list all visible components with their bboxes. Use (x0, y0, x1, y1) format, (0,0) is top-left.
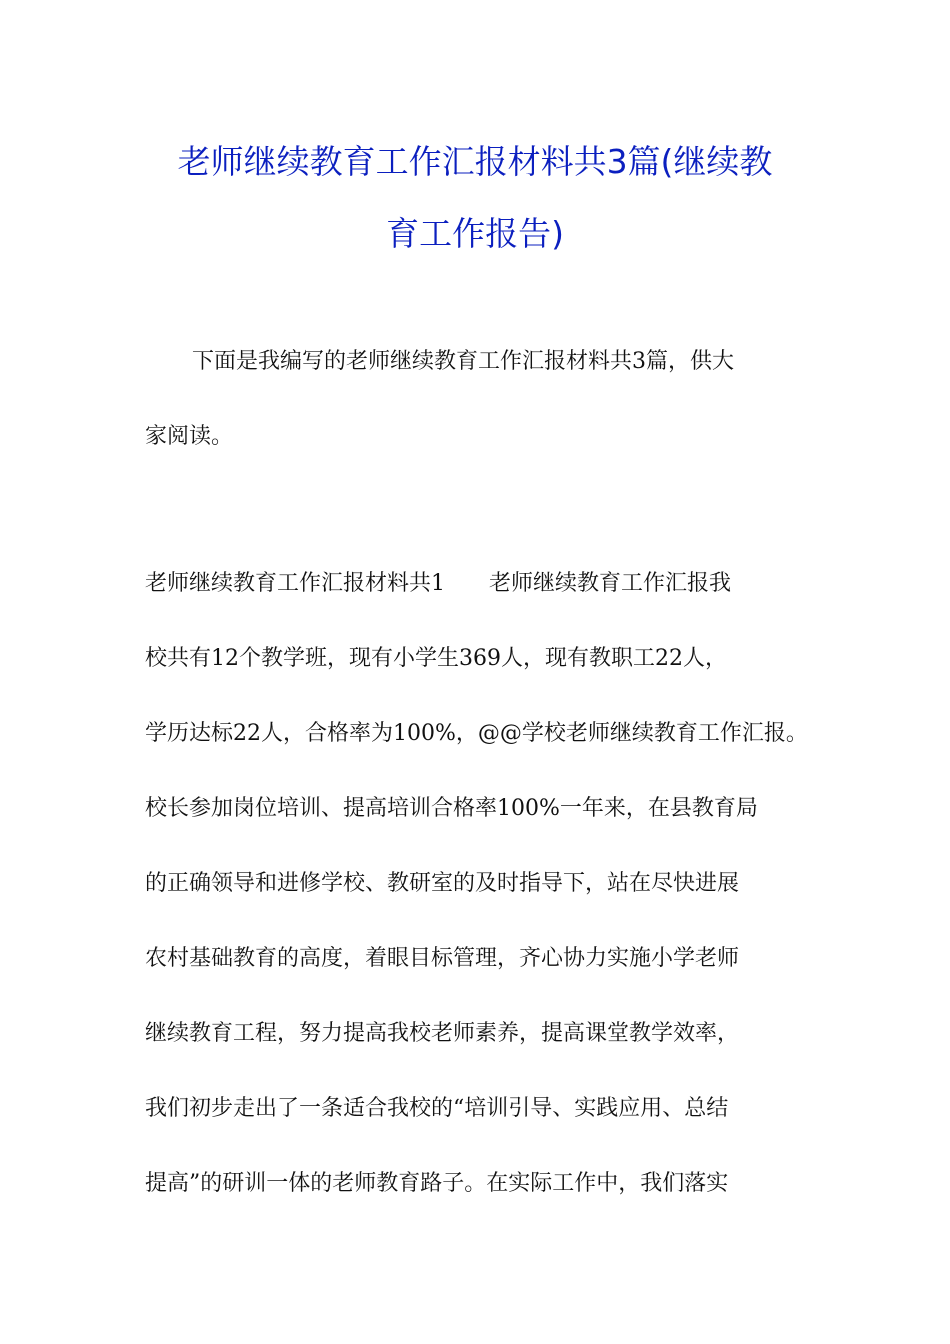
section-1-paragraph (145, 546, 809, 1221)
title-line-1: 老师继续教育工作汇报材料共3篇(继续教 (177, 142, 773, 181)
body-line-3: 学历达标22人，合格率为100%，@@学校老师继续教育工作汇报。 (145, 721, 808, 746)
body-line-9: 提高”的研训一体的老师教育路子。在实际工作中，我们落实 (145, 1171, 729, 1196)
intro-line-1 (145, 324, 809, 399)
section-heading: 老师继续教育工作汇报材料共1 (145, 571, 445, 596)
body-line-8: 我们初步走出了一条适合我校的“培训引导、实践应用、总结 (145, 1096, 729, 1121)
body-line-7: 继续教育工程，努力提高我校老师素养，提高课堂教学效率， (145, 1021, 740, 1046)
title-line-2: 育工作报告) (386, 214, 564, 253)
body-line-6: 农村基础教育的高度，着眼目标管理，齐心协力实施小学老师 (145, 946, 740, 971)
body-line-2: 校共有12个教学班，现有小学生369人，现有教职工22人， (145, 646, 727, 671)
body-line-4: 校长参加岗位培训、提高培训合格率100%一年来，在县教育局 (145, 796, 758, 821)
document-title (120, 126, 830, 270)
section-1-first-line (145, 546, 809, 621)
intro-paragraph (145, 324, 809, 474)
body-line-5: 的正确领导和进修学校、教研室的及时指导下，站在尽快进展 (145, 871, 740, 896)
intro-line-1-text: 下面是我编写的老师继续教育工作汇报材料共3篇，供大 (192, 349, 734, 374)
intro-line-2: 家阅读。 (145, 424, 234, 449)
body-line-1: 老师继续教育工作汇报我 (489, 571, 732, 596)
